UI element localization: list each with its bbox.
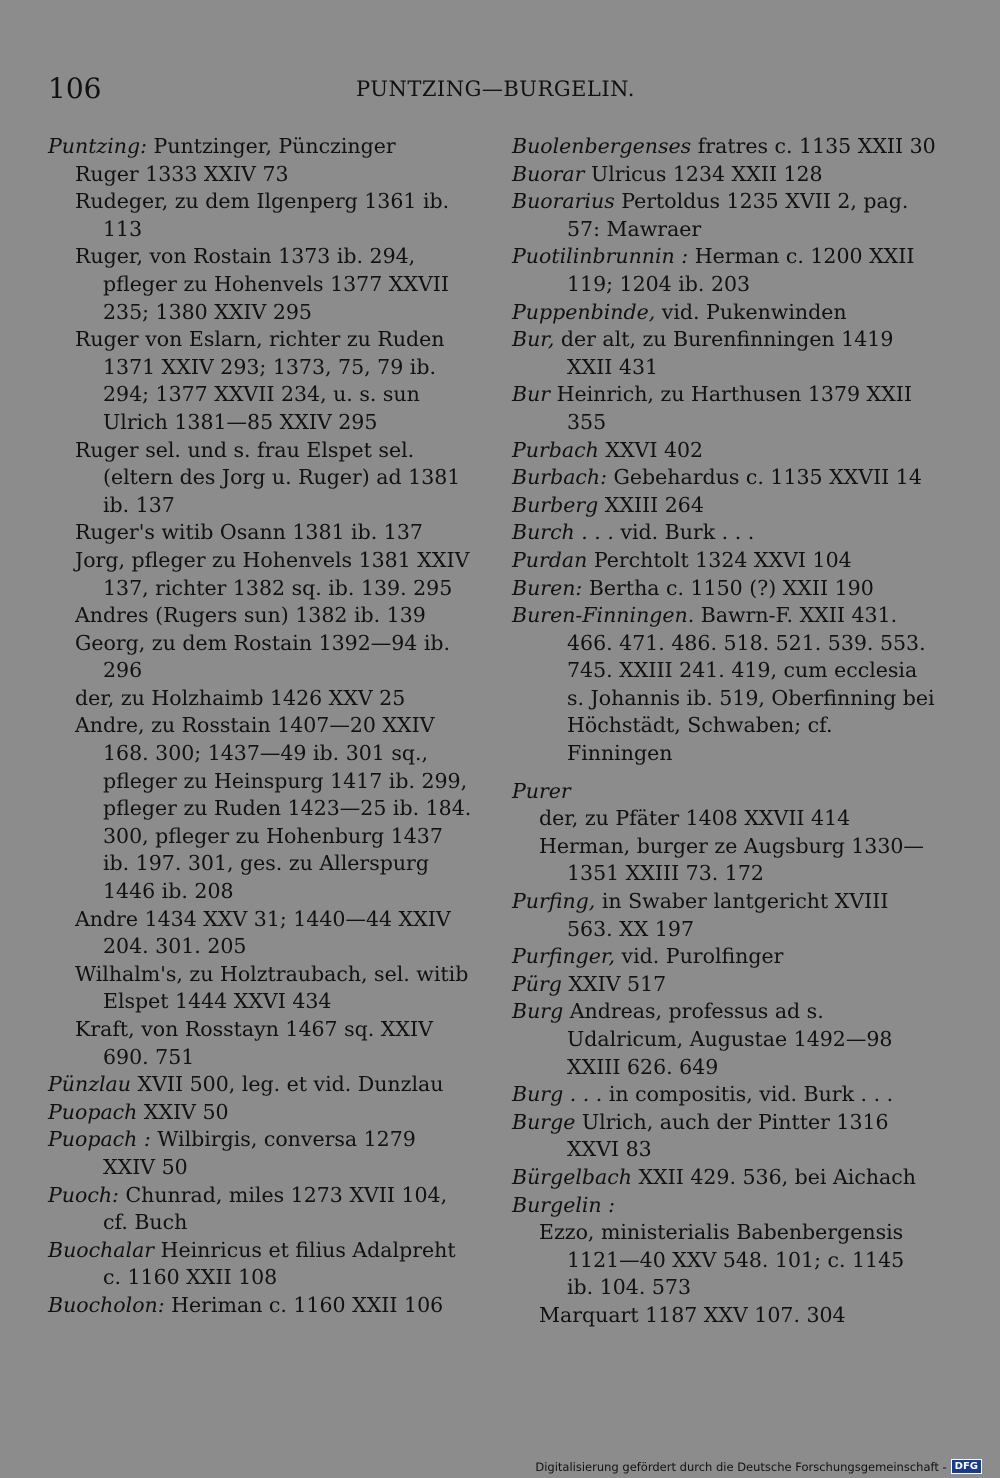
entry-headword: Bur [512,382,551,407]
entry-text: der, zu Holzhaimb 1426 XXV 25 [75,685,406,710]
entry-headword: Puopach : [48,1127,151,1152]
entry-text: Gebehardus c. 1135 XXVII 14 [607,465,922,490]
entry-text: Ulrich, auch der Pintter 1316 XXVI 83 [567,1109,889,1162]
entry-headword: Buorarius [512,189,615,214]
index-subentry [48,1016,472,1071]
index-subentry [48,547,472,602]
index-subentry [48,519,472,547]
index-entry [48,1126,472,1181]
index-entry [512,492,936,520]
entry-headword: Buocholon: [48,1292,165,1317]
index-subentry [512,1302,936,1330]
index-subentry [48,188,472,243]
index-subentry [48,961,472,1016]
index-entry [48,1292,472,1320]
entry-headword: Bürgelbach [512,1164,632,1189]
index-entry [512,381,936,436]
index-subentry [48,906,472,961]
index-entry [512,464,936,492]
footer-credit: Digitalisierung gefördert durch die Deutsche Forschungsgemeinschaft - [535,1459,947,1474]
entry-text: Jorg, pfleger zu Hohenvels 1381 XXIV 137, richter 1382 sq. ib. 139. 295 [75,547,470,600]
entry-headword: Pünzlau [48,1072,131,1097]
entry-headword: Pürg [512,971,562,996]
index-entry [512,133,936,161]
index-entry [512,519,936,547]
entry-text: Pertoldus 1235 XVII 2, pag. 57: Mawraer [567,189,909,241]
entry-headword: Buren: [512,575,583,600]
entry-gap [512,768,936,778]
index-subentry [48,326,472,436]
index-entry [512,1192,936,1220]
entry-headword: Buren-Finningen. [512,603,695,628]
entry-text: Herman, burger ze Augsburg 1330—1351 XXIII 73. 172 [539,833,924,886]
entry-headword: Purfing, [512,889,596,914]
index-subentry [512,805,936,833]
entry-text: in compositis, vid. Burk . . . [602,1082,894,1107]
index-entry [512,161,936,189]
page-number: 106 [48,72,102,105]
entry-text: Heriman c. 1160 XXII 106 [164,1292,444,1317]
entry-text: Ruger 1333 XXIV 73 [75,161,289,186]
entry-text: Heinrich, zu Harthusen 1379 XXII 355 [550,382,912,434]
index-entry [512,778,936,806]
entry-headword: Bur, [512,327,555,352]
index-entry [512,575,936,603]
entry-text: Herman c. 1200 XXII 119; 1204 ib. 203 [567,244,915,296]
left-column [48,133,472,1320]
entry-text: Chunrad, miles 1273 XVII 104, cf. Buch [103,1182,448,1235]
index-entry [512,1109,936,1164]
entry-text: Ruger von Eslarn, richter zu Ruden 1371 XXIV 293; 1373, 75, 79 ib. 294; 1377 XXVII 234, u. s. sun Ulrich 1381—85 XXIV 295 [75,327,445,434]
entry-text: Kraft, von Rosstayn 1467 sq. XXIV 690. 751 [75,1017,433,1069]
entry-text: vid. Burk . . . [613,520,755,545]
entry-text: Wilhalm's, zu Holztraubach, sel. witib Elspet 1444 XXVI 434 [75,961,469,1014]
entry-text: fratres c. 1135 XXII 30 [691,134,936,158]
index-entry [512,299,936,327]
index-subentry [48,602,472,630]
entry-text: Andre, zu Rosstain 1407—20 XXIV 168. 300; 1437—49 ib. 301 sq., pfleger zu Heinspurg 1417 ib. 299, pfleger zu Ruden 1423—25 ib. 184. 300, pfleger zu Hohenburg 1437 ib. 197. 301, ges. zu Allerspurg 1446 ib. 208 [75,713,472,904]
entry-text: Marquart 1187 XXV 107. 304 [539,1302,846,1327]
entry-text: XXIII 264 [598,492,704,517]
entry-text: Georg, zu dem Rostain 1392—94 ib. 296 [75,630,451,683]
entry-headword: Puntzing: [48,134,148,158]
entry-headword: Burgelin : [512,1192,616,1217]
entry-text: in Swaber lantgericht XVIII 563. XX 197 [567,889,889,941]
index-subentry [512,833,936,888]
index-entry [512,1164,936,1192]
index-entry [512,326,936,381]
entry-headword: Purer [512,778,571,803]
index-entry [512,998,936,1081]
entry-headword: Puopach [48,1099,138,1124]
right-column [512,133,936,1330]
entry-text: Ruger's witib Osann 1381 ib. 137 [75,520,423,545]
entry-text: Rudeger, zu dem Ilgenperg 1361 ib. 113 [75,189,450,241]
entry-text: Andres (Rugers sun) 1382 ib. 139 [75,603,426,628]
entry-text: Heinricus et filius Adalpreht c. 1160 XXII 108 [103,1237,456,1290]
entry-text: XXIV 50 [137,1099,229,1124]
index-entry [512,1081,936,1109]
entry-text: Puntzinger, Pünczinger [147,134,396,158]
entry-text: der, zu Pfäter 1408 XXVII 414 [539,806,851,831]
index-subentry [48,712,472,905]
index-entry [512,602,936,768]
entry-headword: Buolenbergenses [512,134,692,158]
entry-text: Andre 1434 XXV 31; 1440—44 XXIV 204. 301. 205 [75,906,451,959]
entry-headword: Burberg [512,492,599,517]
entry-headword: Puotilinbrunnin : [512,244,689,269]
entry-headword: Burg . . . [512,1082,603,1107]
entry-headword: Purbach [512,437,599,462]
index-entry [48,1071,472,1099]
entry-text: Bertha c. 1150 (?) XXII 190 [582,575,874,600]
entry-headword: Buorar [512,161,585,186]
entry-text: XVII 500, leg. et vid. Dunzlau [130,1072,444,1097]
index-entry [48,1099,472,1127]
entry-text: Bawrn-F. XXII 431. 466. 471. 486. 518. 521. 539. 553. 745. XXIII 241. 419, cum ecclesia s. Johannis ib. 519, Oberfinning bei Höchstädt, Schwaben; cf. Finningen [567,603,935,766]
index-entry [512,888,936,943]
running-head: PUNTZING—BURGELIN. [356,77,635,101]
index-entry [512,437,936,465]
entry-headword: Puoch: [48,1182,119,1207]
entry-text: Ulricus 1234 XXII 128 [584,161,823,186]
index-entry [512,188,936,243]
index-subentry [48,630,472,685]
entry-text: Andreas, professus ad s. Udalricum, Augustae 1492—98 XXIII 626. 649 [563,999,893,1079]
entry-headword: Purfinger, [512,944,615,969]
entry-text: Ruger sel. und s. frau Elspet sel. (eltern des Jorg u. Ruger) ad 1381 ib. 137 [75,437,461,517]
index-entry [512,547,936,575]
entry-text: Wilbirgis, conversa 1279 XXIV 50 [103,1127,416,1179]
entry-text: XXVI 402 [598,437,704,462]
entry-text: Perchtolt 1324 XXVI 104 [587,547,852,572]
entry-text: XXII 429. 536, bei Aichach [631,1164,916,1189]
index-entry [512,243,936,298]
entry-headword: Buochalar [48,1237,155,1262]
index-entry [512,943,936,971]
index-subentry [48,243,472,326]
dfg-logo: DFG [951,1459,982,1474]
index-entry [48,1237,472,1292]
index-subentry [48,161,472,189]
index-subentry [512,1219,936,1302]
index-entry [512,971,936,999]
index-subentry [48,437,472,520]
entry-text: vid. Pukenwinden [655,299,847,324]
entry-headword: Burch . . . [512,520,614,545]
index-subentry [48,685,472,713]
footer [535,1459,982,1474]
index-entry [48,1182,472,1237]
entry-headword: Purdan [512,547,588,572]
entry-text: XXIV 517 [561,971,667,996]
entry-text: Ezzo, ministerialis Babenbergensis 1121—40 XXV 548. 101; c. 1145 ib. 104. 573 [539,1220,905,1300]
entry-text: der alt, zu Burenfinningen 1419 XXII 431 [554,327,894,379]
entry-headword: Burg [512,999,564,1024]
entry-text: Ruger, von Rostain 1373 ib. 294, pfleger zu Hohenvels 1377 XXVII 235; 1380 XXIV 295 [75,244,449,324]
entry-headword: Burge [512,1109,576,1134]
entry-headword: Puppenbinde, [512,299,656,324]
entry-text: vid. Purolfinger [615,944,784,969]
index-entry [48,133,472,161]
entry-headword: Burbach: [512,465,608,490]
